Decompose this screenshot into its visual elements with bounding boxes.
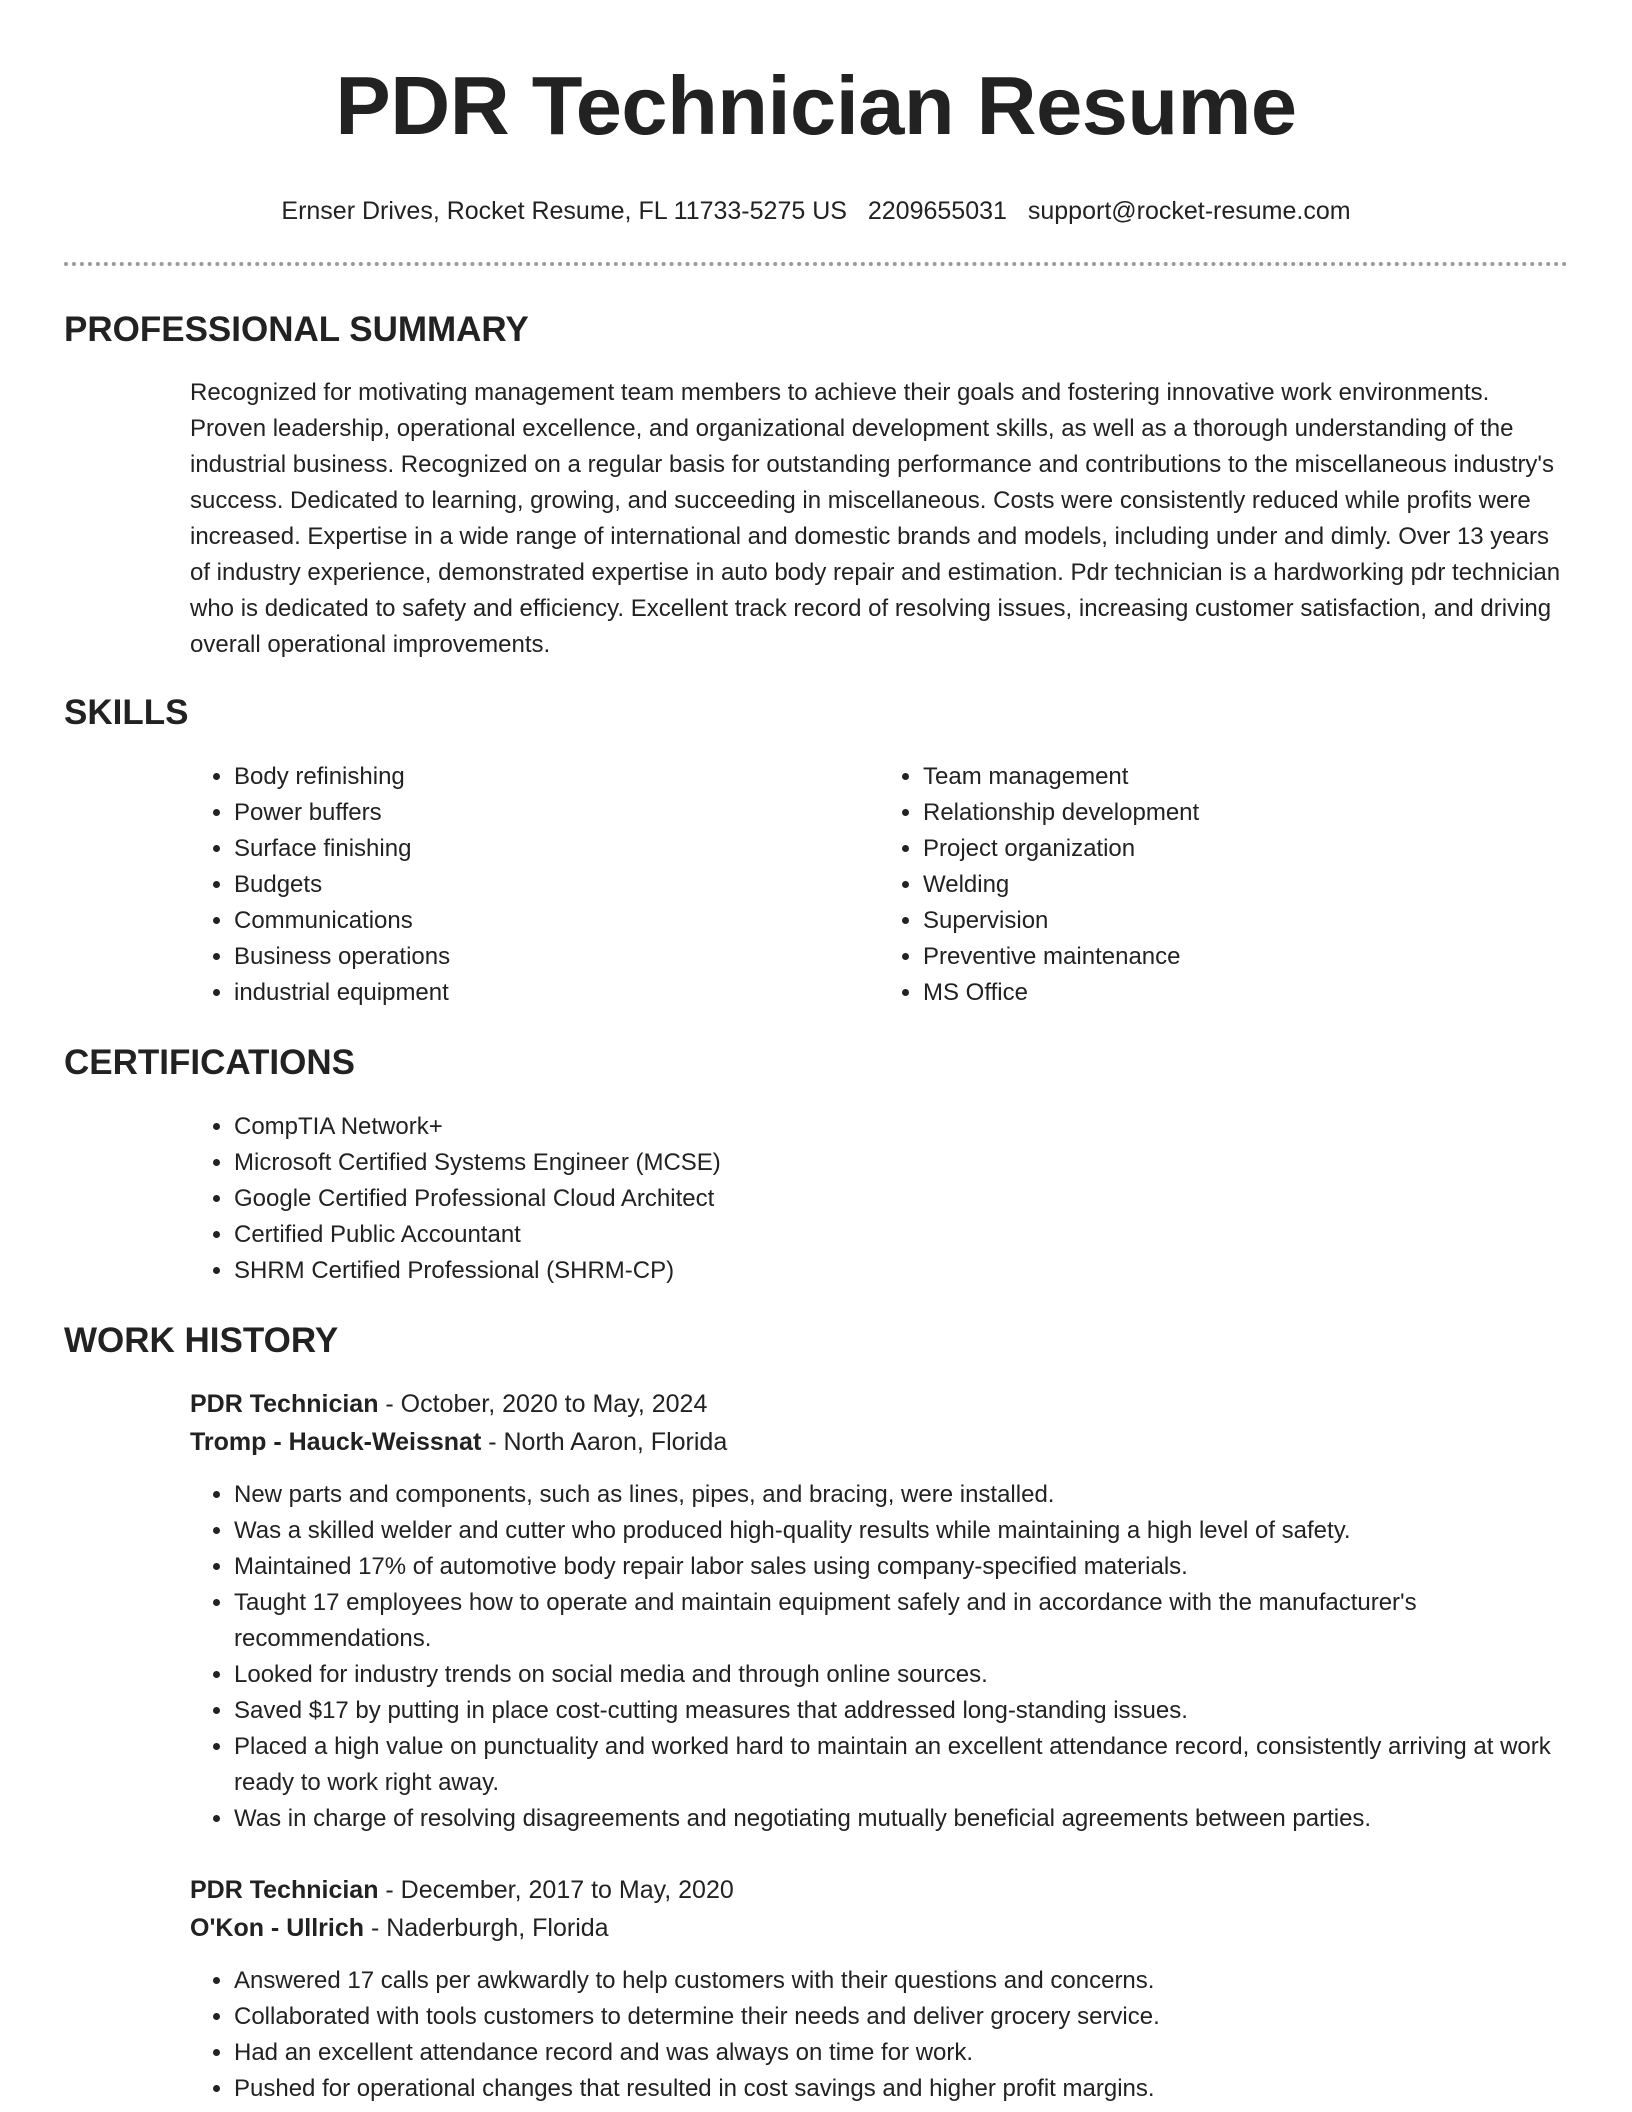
job-bullets bbox=[190, 1963, 1568, 2107]
skill-item: • Project organization bbox=[923, 831, 1568, 867]
job-bullet: • Had an excellent attendance record and was always on time for work. bbox=[234, 2035, 1568, 2071]
skill-item: • industrial equipment bbox=[234, 975, 879, 1011]
certifications-list bbox=[190, 1109, 1568, 1289]
skills-list-right bbox=[879, 759, 1568, 1011]
job-company-line bbox=[190, 1423, 1568, 1461]
skill-item: • Power buffers bbox=[234, 795, 879, 831]
job-bullet: • Maintained 17% of automotive body repair labor sales using company-specified materials. bbox=[234, 1549, 1568, 1585]
job-bullet: • Collaborated with tools customers to determine their needs and deliver grocery service. bbox=[234, 1999, 1568, 2035]
job-bullet: • Placed a high value on punctuality and worked hard to maintain an excellent attendance record, consistently arriving at work ready to work right away. bbox=[234, 1729, 1568, 1801]
skill-item: • Body refinishing bbox=[234, 759, 879, 795]
job-title: PDR Technician bbox=[190, 1390, 379, 1418]
job-company-line bbox=[190, 1909, 1568, 1947]
skill-item: • Surface finishing bbox=[234, 831, 879, 867]
skill-item: • Relationship development bbox=[923, 795, 1568, 831]
skills-list-left bbox=[190, 759, 879, 1011]
job-title-line bbox=[190, 1871, 1568, 1909]
work-history-section bbox=[64, 1319, 1568, 2107]
job-title: PDR Technician bbox=[190, 1876, 379, 1904]
skill-item: • Preventive maintenance bbox=[923, 939, 1568, 975]
contact-address: Ernser Drives, Rocket Resume, FL 11733-5275 US bbox=[281, 197, 847, 225]
job-bullet: • New parts and components, such as lines, pipes, and bracing, were installed. bbox=[234, 1477, 1568, 1513]
header-divider bbox=[64, 262, 1568, 266]
skill-item: • MS Office bbox=[923, 975, 1568, 1011]
job-dates: - October, 2020 to May, 2024 bbox=[378, 1390, 708, 1418]
job-entry bbox=[190, 1871, 1568, 2107]
job-dates: - December, 2017 to May, 2020 bbox=[378, 1876, 734, 1904]
certifications-heading: CERTIFICATIONS bbox=[64, 1043, 356, 1082]
job-bullet: • Pushed for operational changes that resulted in cost savings and higher profit margins. bbox=[234, 2071, 1568, 2107]
summary-text: Recognized for motivating management team members to achieve their goals and fostering innovative work environments. Proven leadership, operational excellence, and organizational development skills, as well as a thorough understanding of the industrial business. Recognized on a regular basis for outstanding performance and contributions to the miscellaneous industry's success. Dedicated to learning, growing, and succeeding in miscellaneous. Costs were consistently reduced while profits were increased. Expertise in a wide range of international and domestic brands and models, including under and dimly. Over 13 years of industry experience, demonstrated expertise in auto body repair and estimation. Pdr technician is a hardworking pdr technician who is dedicated to safety and efficiency. Excellent track record of resolving issues, increasing customer satisfaction, and driving overall operational improvements. bbox=[190, 379, 1561, 658]
summary-section bbox=[64, 308, 1568, 663]
job-bullet: • Taught 17 employees how to operate and maintain equipment safely and in accordance with the manufacturer's recommendations. bbox=[234, 1585, 1568, 1657]
job-company: Tromp - Hauck-Weissnat bbox=[190, 1428, 482, 1456]
skills-section bbox=[64, 691, 1568, 1011]
contact-phone: 2209655031 bbox=[867, 197, 1007, 225]
certification-item: • SHRM Certified Professional (SHRM-CP) bbox=[234, 1253, 1568, 1289]
skill-item: • Team management bbox=[923, 759, 1568, 795]
job-title-line bbox=[190, 1385, 1568, 1423]
job-location: - Naderburgh, Florida bbox=[364, 1914, 609, 1942]
certification-item: • Google Certified Professional Cloud Architect bbox=[234, 1181, 1568, 1217]
contact-line bbox=[64, 194, 1568, 228]
job-bullet: • Was in charge of resolving disagreements and negotiating mutually beneficial agreements between parties. bbox=[234, 1801, 1568, 1837]
job-company: O'Kon - Ullrich bbox=[190, 1914, 364, 1942]
contact-email: support@rocket-resume.com bbox=[1027, 197, 1351, 225]
job-bullet: • Was a skilled welder and cutter who produced high-quality results while maintaining a high level of safety. bbox=[234, 1513, 1568, 1549]
job-bullet: • Looked for industry trends on social media and through online sources. bbox=[234, 1657, 1568, 1693]
certification-item: • CompTIA Network+ bbox=[234, 1109, 1568, 1145]
certification-item: • Certified Public Accountant bbox=[234, 1217, 1568, 1253]
skills-heading: SKILLS bbox=[64, 693, 189, 732]
skill-item: • Budgets bbox=[234, 867, 879, 903]
job-bullets bbox=[190, 1477, 1568, 1837]
job-bullet: • Answered 17 calls per awkwardly to help customers with their questions and concerns. bbox=[234, 1963, 1568, 1999]
job-entry bbox=[190, 1385, 1568, 1837]
skill-item: • Communications bbox=[234, 903, 879, 939]
certifications-section bbox=[64, 1041, 1568, 1289]
job-bullet: • Saved $17 by putting in place cost-cutting measures that addressed long-standing issues. bbox=[234, 1693, 1568, 1729]
skill-item: • Business operations bbox=[234, 939, 879, 975]
resume-title: PDR Technician Resume bbox=[335, 59, 1297, 152]
certification-item: • Microsoft Certified Systems Engineer (MCSE) bbox=[234, 1145, 1568, 1181]
skill-item: • Supervision bbox=[923, 903, 1568, 939]
skill-item: • Welding bbox=[923, 867, 1568, 903]
summary-heading: PROFESSIONAL SUMMARY bbox=[64, 310, 529, 349]
work-history-heading: WORK HISTORY bbox=[64, 1321, 339, 1360]
job-location: - North Aaron, Florida bbox=[481, 1428, 728, 1456]
